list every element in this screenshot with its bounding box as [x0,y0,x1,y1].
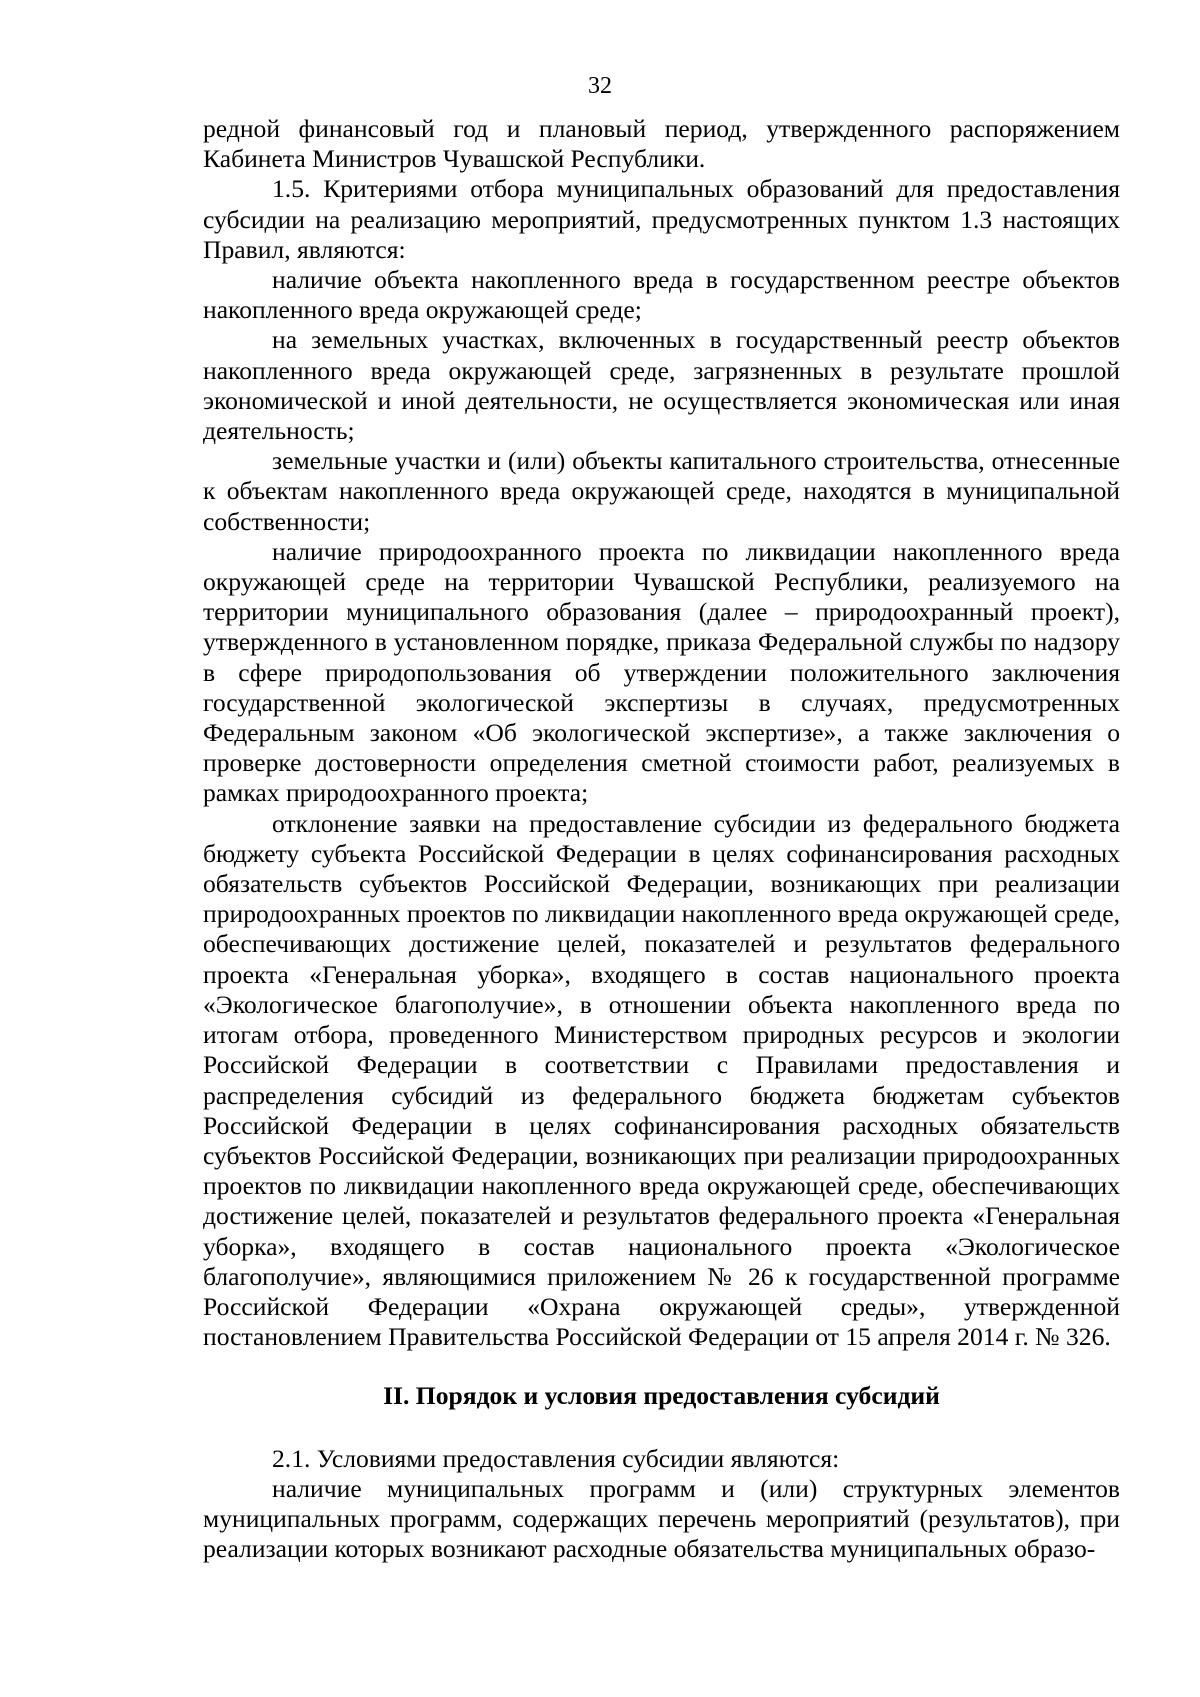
paragraph: наличие объекта накопленного вреда в государственном реестре объектов накопленного вреда окружающей среде; [203,265,1120,325]
section-heading: II. Порядок и условия предоставления субсидий [383,1381,940,1411]
paragraph: 2.1. Условиями предоставления субсидии являются: [272,1443,840,1473]
paragraph: отклонение заявки на предоставление субсидии из федерального бюджета бюджету субъекта Российской Федерации в целях софинансирования расходных обязательств субъектов Российской Федерации, возникающих при реализации природоохранных проектов по ликвидации накопленного вреда окружающей среде, обеспечивающих достижение целей, показателей и результатов федерального проекта «Генеральная уборка», входящего в состав национального проекта «Экологическое благополучие», в отношении объекта накопленного вреда по итогам отбора, проведенного Министерством природных ресурсов и экологии Российской Федерации в соответствии с Правилами предоставления и распределения субсидий из федерального бюджета бюджетам субъектов Российской Федерации в целях софинансирования расходных обязательств субъектов Российской Федерации, возникающих при реализации природоохранных проектов по ликвидации накопленного вреда окружающей среде, обеспечивающих достижение целей, показателей и результатов федерального проекта «Генеральная уборка», входящего в состав национального проекта «Экологическое благополучие», являющимися приложением № 26 к государственной программе Российской Федерации «Охрана окружающей среды», утвержденной постановлением Правительства Российской Федерации от 15 апреля 2014 г. № 326. [203,808,1120,1352]
paragraph: наличие муниципальных программ и (или) структурных элементов муниципальных программ, содержащих перечень мероприятий (результатов), при реализации которых возникают расходные обязательства муниципальных образо- [203,1473,1120,1564]
paragraph: на земельных участках, включенных в государственный реестр объектов накопленного вреда окружающей среде, загрязненных в результате прошлой экономической и иной деятельности, не осуществляется экономическая или иная деятельность; [203,325,1120,446]
document-body [203,114,1120,1564]
page-number: 32 [588,73,612,99]
paragraph: редной финансовый год и плановый период, утвержденного распоряжением Кабинета Министров Чувашской Республики. [203,114,1120,174]
paragraph: наличие природоохранного проекта по ликвидации накопленного вреда окружающей среде на территории Чувашской Республики, реализуемого на территории муниципального образования (далее – природоохранный проект), утвержденного в установленном порядке, приказа Федеральной службы по надзору в сфере природопользования об утверждении положительного заключения государственной экологической экспертизы в случаях, предусмотренных Федеральным законом «Об экологической экспертизе», а также заключения о проверке достоверности определения сметной стоимости работ, реализуемых в рамках природоохранного проекта; [203,536,1120,808]
paragraph: 1.5. Критериями отбора муниципальных образований для предоставления субсидии на реализацию мероприятий, предусмотренных пунктом 1.3 настоящих Правил, являются: [203,174,1120,264]
paragraph: земельные участки и (или) объекты капитального строительства, отнесенные к объектам накопленного вреда окружающей среде, находятся в муниципальной собственности; [203,446,1120,536]
